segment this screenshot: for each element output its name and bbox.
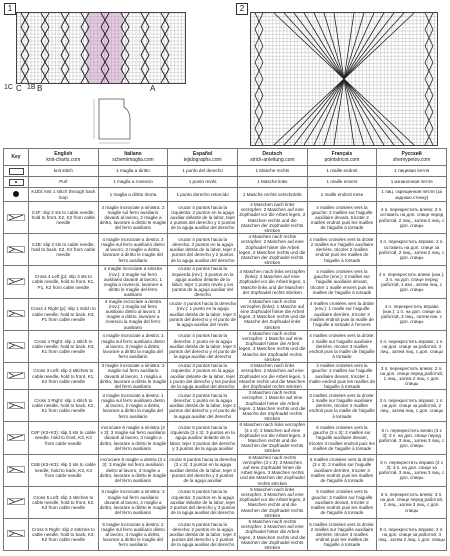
key-cell-english: Cross 3 Left: slip 2 stitches to cable needle, hold to front, K1, K2 from cable needle — [29, 363, 99, 390]
diamond-stroke — [334, 13, 344, 145]
key-cell-english: C4F: slip 2 sts to cable needle, hold to front, K2, K2 from cable needle — [29, 202, 99, 234]
key-cell-русский: 6 п. перекрестить влево (3 x 3): 3 п. на доп. спице перед работой, 3 лиц., затем 3 лиц. с доп. спицы — [377, 422, 447, 454]
purl-dot — [15, 181, 17, 183]
key-cell-italiano: 4 maglie incrociate a destra: 2 maglie sul ferro ausiliario dietro al lavoro, 2 maglie a diritto, lavorare a diritto le maglie del ferro ausiliario — [98, 234, 168, 266]
key-table-header — [4, 149, 447, 166]
key-symbol-cell — [4, 486, 29, 518]
header-language: Deutsch — [262, 151, 283, 157]
header-language: Français — [331, 151, 353, 157]
key-header-2 — [98, 149, 168, 166]
key-symbol-cell — [4, 422, 29, 454]
panel-number-1: 1 — [4, 3, 16, 15]
table-row — [4, 202, 447, 234]
key-cell-deutsch: 1 Masche links — [237, 177, 307, 188]
key-cell-deutsch: 5 Maschen nach rechts verzopfen: 2 Maschen auf eine Zopfnadel hinter die Arbeit legen, 3 Maschen rechts und die Maschen der Zopfnadel rechts stricken — [239, 518, 306, 550]
table-row — [4, 422, 447, 454]
cross-3-right-icon-glyph — [7, 402, 25, 409]
chart-label-c: C — [16, 84, 22, 93]
purl-icon — [9, 179, 24, 186]
key-cell-français: 1 maille endroit — [307, 166, 377, 177]
table-row — [4, 330, 447, 362]
cross-5-right-icon-glyph — [7, 530, 25, 537]
symbol-stroke — [9, 279, 14, 282]
key-header-5 — [307, 149, 377, 166]
key-cell-русский: 4 п. перекрестить вправо (изн.): 1 п. на доп. спице за работой, 3 лиц., затем изн. с доп. спицы — [377, 298, 447, 330]
key-cell-русский: 5 п. перекрестить влево: 3 п. на доп. спице перед работой, 2 лиц., затем 3 лиц. с доп. спицы — [377, 486, 447, 518]
key-cell-español: 1 punto revés — [168, 177, 238, 188]
c6f-icon — [7, 437, 25, 442]
cross-right-icon — [7, 345, 25, 350]
key-cell-italiano: 4 maglie incrociate a sinistra (rov.): 3 maglie sul ferro ausiliario davanti al lavoro, 1 maglia a rovescio, lavorare a diritto le maglie del ferro ausiliario — [98, 266, 168, 298]
cross-left-purl-icon-glyph — [7, 278, 25, 285]
header-language: English — [54, 151, 73, 157]
key-symbol-cell — [4, 518, 29, 550]
key-cell-english: Cross 5 Left: slip 3 stitches to cable needle, hold to front, K2, K3 from cable needle — [29, 486, 99, 518]
key-cell-english: knit stitch — [29, 166, 99, 177]
key-cell-français: 4 mailles croisées vers la droite: 2 mailles sur l'aiguille auxiliaire derrière, tricoter 2 mailles endroit puis les mailles de l'aiguille à torsade — [307, 234, 377, 266]
key-cell-english: C4B: slip 2 sts to cable needle, hold to back, K2, K2 from cable needle — [29, 234, 99, 266]
key-symbol-cell — [4, 234, 29, 266]
key-cell-français: 4 mailles croisées vers la gauche (env.): 3 mailles sur l'aiguille auxiliaire devant, tricoter 1 maille envers puis les mailles de l'aiguille à torsade — [307, 266, 377, 298]
table-row — [4, 234, 447, 266]
key-cell-français: 4 mailles croisées vers la gauche: 2 mailles sur l'aiguille auxiliaire devant, tricoter 2 mailles endroit puis les mailles de l'aiguille à torsade — [307, 202, 377, 234]
edge-cable-stroke — [425, 30, 433, 47]
chart-label-b: B — [37, 84, 43, 93]
cable-strokes — [255, 13, 433, 145]
chart-gridlines — [17, 13, 185, 83]
header-site[interactable]: knit-charts.com — [46, 157, 81, 163]
panel-number-2: 2 — [236, 3, 248, 15]
key-cell-italiano: incrociare 6 maglie a destra (3 x 3): 3 maglie sul ferro ausiliario dietro al lavoro, 3 maglie a diritto, lavorare a diritto le maglie del ferro ausiliario — [98, 454, 168, 486]
table-row — [4, 177, 447, 188]
key-cell-italiano: 3 maglie incrociate a destra: 1 maglia sul ferro ausiliario dietro al lavoro, 2 maglie a diritto, lavorare a diritto la maglia del ferro ausiliario — [98, 390, 168, 422]
edge-cable-stroke — [425, 63, 433, 80]
key-symbol-cell — [4, 266, 29, 298]
header-site[interactable]: tejidographs.com — [183, 157, 222, 163]
cross-3-left-icon — [7, 375, 25, 380]
key-header-1 — [29, 149, 99, 166]
key-cell-deutsch: 3 Maschen nach links verzopfen: 2 Maschen auf eine Zopfnadel vor die Arbeit legen, 1 Masche rechts und die Maschen der Zopfnadel rechts stricken — [239, 363, 306, 389]
key-cell-english: Cross 4 Left (p): slip 3 sts to cable needle, hold to front, K1, P1, K2 from cable needle — [29, 266, 99, 298]
key-symbol-cell — [4, 202, 29, 234]
key-header-4 — [237, 149, 307, 166]
key-cell-español: cruzar 4 puntos hacia la derecha (rev.): 1 punto en la aguja auxiliar detrás de la labor, tejer 3 puntos del derecho y el punto de la aguja auxiliar del revés — [168, 298, 238, 330]
key-cell-deutsch: 6 Maschen nach rechts verzopfen (3 x 3): 3 Maschen auf eine Zopfnadel hinter die Arbeit legen, 3 Maschen rechts und die Maschen der Zopfnadel rechts stricken — [237, 454, 307, 486]
table-row — [4, 454, 447, 486]
key-cell-español: cruzar 5 puntos hacia la izquierda: 3 puntos en la aguja auxiliar delante de la labor, tejer 2 puntos del derecho y 3 puntos de la aguja auxiliar del derecho — [168, 486, 238, 518]
key-cell-русский: 3 п. перекрестить влево: 2 п. на доп. спице перед работой, 1 лиц., затем 2 лиц. с доп. спицы — [377, 363, 447, 390]
symbol-stroke — [9, 470, 14, 473]
key-cell-русский: 4 п. перекрестить влево: 2 п. оставить на доп. спице перед работой, 2 лиц., затем 2 лиц. с доп. спицы — [377, 202, 447, 234]
key-cell-deutsch: 4 Maschen nach links verzopfen: 2 Maschen auf eine Zopfnadel vor die Arbeit legen, 2 Maschen rechts und die Maschen der Zopfnadel rechts stricken — [239, 202, 306, 234]
edge-cable-stroke — [425, 46, 433, 63]
symbol-stroke — [9, 314, 14, 317]
key-table-body — [4, 166, 447, 551]
key-cell-italiano: 4 maglie incrociate a destra (rov.): 1 maglia sul ferro ausiliario dietro al lavoro, 3 maglie a diritto, lavorare a rovescio la maglia del ferro ausiliario — [98, 298, 168, 330]
c6f-icon-glyph — [7, 434, 25, 441]
diamond-stroke — [344, 13, 364, 145]
key-cell-русский: 3 п. перекрестить вправо: 1 п. на доп. спице за работой, 2 лиц., затем лиц. с доп. спицы — [377, 390, 447, 422]
key-symbol-cell — [4, 188, 29, 202]
edge-cable-stroke — [425, 13, 433, 30]
key-symbol-cell — [4, 330, 29, 362]
symbol-stroke — [9, 346, 14, 349]
key-cell-français: 6 mailles croisées vers la gauche (3 x 3): 3 mailles sur l'aiguille auxiliaire devant, tricoter 3 mailles endroit puis les mailles de l'aiguille à torsade — [307, 422, 377, 454]
garment-schematic — [84, 93, 164, 148]
symbol-stroke — [9, 405, 14, 408]
key-cell-deutsch: 1 Masche rechts verschränkt — [237, 188, 307, 202]
c6b-icon-glyph — [7, 466, 25, 473]
key-cell-english: Cross 5 Right: slip 2 stitches to cable needle, hold to back, K3, K2 from cable needle — [29, 518, 99, 550]
key-cell-italiano: 1 maglia a diritto ritorta — [98, 188, 168, 202]
header-site[interactable]: shemypetov.com — [392, 157, 431, 163]
key-cell-english: Purl — [29, 177, 99, 188]
cable-right-icon — [7, 249, 25, 254]
cross-3-left-icon-glyph — [7, 372, 25, 379]
symbol-stroke — [9, 499, 14, 502]
table-row — [4, 166, 447, 177]
key-cell-français: 3 mailles croisées vers la gauche: 2 mailles sur l'aiguille auxiliaire devant, tricoter 1 maille endroit puis les mailles de l'aiguille à torsade — [308, 363, 376, 389]
table-row — [4, 363, 447, 390]
key-cell-deutsch: 4 Maschen nach rechts verzopfen: 2 Maschen auf eine Zopfnadel hinter die Arbeit legen, 2 Maschen rechts und die Maschen der Zopfnadel rechts stricken — [239, 234, 306, 266]
key-cell-deutsch: 1 Masche rechts — [237, 166, 307, 177]
header-language: Italiano — [124, 151, 142, 157]
chart-1-grid — [17, 13, 185, 83]
key-cell-français: 5 mailles croisées vers la gauche: 3 mailles sur l'aiguille auxiliaire devant, tricoter 2 mailles endroit puis les mailles de l'aiguille à torsade — [307, 486, 377, 518]
key-cell-français: 3 mailles croisées vers la droite: 1 maille sur l'aiguille auxiliaire derrière, tricoter 2 mailles endroit puis la maille de l'aiguille à torsade — [307, 390, 377, 422]
edge-cable-stroke — [425, 112, 433, 129]
stitch-key-table — [3, 148, 447, 551]
key-cell-deutsch: 3 Maschen nach rechts verzopfen: 1 Masche auf eine Zopfnadel hinter die Arbeit legen, 2 Maschen rechts und die Masche der Zopfnadel rechts stricken — [239, 390, 306, 422]
chart-2-grid — [251, 13, 437, 145]
key-symbol-cell — [4, 390, 29, 422]
key-cell-русский: 1 лиц. скрещенная петля (за заднюю стенку) — [377, 188, 447, 202]
knit-icon — [9, 168, 24, 175]
ktbl-icon — [13, 191, 19, 197]
cross-right-icon-glyph — [7, 342, 25, 349]
key-cell-español: 1 punto del derecho — [168, 166, 238, 177]
key-cell-italiano: 4 maglie incrociate a destra: 1 maglia sul ferro ausiliario dietro al lavoro, 3 maglie a diritto, lavorare a diritto la maglia del ferro ausiliario — [98, 330, 168, 362]
key-cell-español: cruzar 6 puntos hacia la izquierda (3 x 3): 3 puntos en la aguja auxiliar delante de la labor, tejer 3 puntos del derecho y 3 puntos de la aguja auxiliar — [168, 422, 238, 454]
key-cell-italiano: 1 maglia a rovescio — [98, 177, 168, 188]
key-header-3 — [168, 149, 238, 166]
key-cell-русский: 4 п. перекрестить вправо: 1 п. на доп. спице за работой, 3 лиц., затем лиц. с доп. спицы — [377, 330, 447, 362]
key-cell-русский: 4 п. перекрестить влево (изн.): 3 п. на доп. спице перед работой, 1 изн., затем лиц. с доп. спицы — [377, 266, 447, 298]
key-symbol-cell — [4, 166, 29, 177]
key-cell-italiano: 5 maglie incrociate a sinistra: 3 maglie sul ferro ausiliario davanti al lavoro, 2 maglie a diritto, lavorare a diritto le maglie del ferro ausiliario — [98, 486, 168, 518]
key-cell-english: Cross 4 Right (p): slip 1 stitch to cable needle, hold to back, K3, P1 from cable needle — [29, 298, 99, 330]
cable-right-icon-glyph — [7, 246, 25, 253]
key-cell-español: 1 punto derecho retorcido — [168, 188, 238, 202]
chart-side-label-1b: 1B — [27, 84, 36, 91]
cross-left-purl-icon — [7, 281, 25, 286]
key-cell-русский: 1 лицевая петля — [377, 166, 447, 177]
symbol-stroke — [9, 435, 14, 438]
key-cell-français: 4 mailles croisées vers la droite: 1 maille sur l'aiguille auxiliaire derrière, tricoter 3 mailles endroit puis la maille de l'aiguille à torsade — [307, 330, 377, 362]
key-cell-english: C6B (K3+K3): slip 3 sts to cable needle, hold to back, K3, K3 from cable needle — [29, 454, 99, 486]
key-symbol-cell — [4, 454, 29, 486]
header-site[interactable]: pointstricot.com — [324, 157, 360, 163]
cable-chart-2 — [250, 12, 438, 146]
key-cell-русский: 4 п. перекрестить вправо: 2 п. оставить на доп. спице за работой, 2 лиц., затем 2 лиц. с доп. спицы — [377, 234, 447, 266]
key-header-6 — [377, 149, 447, 166]
header-language: Русский — [401, 151, 422, 157]
diamond-stroke — [284, 13, 344, 145]
key-cell-français: 6 mailles croisées vers la droite (3 x 3): 3 mailles sur l'aiguille auxiliaire derrière, tricoter 3 mailles endroit puis les mailles de l'aiguille à torsade — [307, 454, 377, 486]
cross-3-right-icon — [7, 405, 25, 410]
key-cell-español: cruzar 5 puntos hacia la derecha: 2 puntos en la aguja auxiliar detrás de la labor, tejer 3 puntos del derecho y 2 puntos de la aguja auxiliar del derecho — [168, 518, 238, 550]
key-cell-español: cruzar 4 puntos hacia la derecha: 2 puntos en la aguja auxiliar detrás de la labor, tejer 2 puntos del derecho y 2 puntos de la aguja auxiliar del derecho — [168, 234, 238, 266]
chart-label-a: A — [150, 84, 156, 93]
key-cell-english: Cross 3 Right: slip 1 stitch to cable needle, hold to back, K2, K1 from cable needle — [29, 390, 99, 422]
key-symbol-cell — [4, 363, 29, 390]
cable-left-icon — [7, 217, 25, 222]
key-cell-español: cruzar 4 puntos hacia la izquierda (rev.): 3 puntos en la aguja auxiliar delante de la labor, tejer 1 punto revés y los puntos de la aguja auxiliar del derecho — [168, 266, 238, 298]
key-cell-français: 1 maille endroit torse — [307, 188, 377, 202]
key-symbol-cell — [4, 177, 29, 188]
header-language: Key — [11, 154, 21, 160]
c6b-icon — [7, 469, 25, 474]
cross-right-purl-icon — [7, 313, 25, 318]
symbol-stroke — [9, 249, 14, 252]
key-cell-italiano: 5 maglie incrociate a destra: 2 maglie sul ferro ausiliario dietro al lavoro, 3 maglie a diritto, lavorare a diritto le maglie del ferro ausiliario — [98, 518, 168, 550]
key-cell-english: C6F (K3+K3): slip 3 sts to cable needle, hold to front, K3, K3 from cable needle — [29, 422, 99, 454]
key-cell-italiano: incrociare 6 maglie a sinistra (3 x 3): 3 maglie sul ferro ausiliario davanti al lavoro, 3 maglie a diritto, lavorare a diritto le maglie del ferro ausiliario — [98, 422, 168, 454]
key-cell-deutsch: 4 Maschen nach rechts verzopfen: 1 Masche auf eine Zopfnadel hinter die Arbeit legen, 3 Maschen rechts und die Masche der Zopfnadel rechts stricken — [239, 330, 306, 362]
symbol-stroke — [9, 215, 14, 218]
key-cell-italiano: 1 maglia a diritto — [98, 166, 168, 177]
key-cell-deutsch: 6 Maschen nach links verzopfen (3 x 3): 3 Maschen auf eine Zopfnadel vor die Arbeit legen, 3 Maschen rechts und die Maschen der Zopfnadel rechts stricken — [239, 422, 306, 454]
table-row — [4, 188, 447, 202]
key-cell-français: 4 mailles croisées vers la droite (env.): 1 maille sur l'aiguille auxiliaire derrière, tricoter 3 mailles endroit puis la maille de l'aiguille à torsade à l'envers — [307, 298, 377, 330]
symbol-stroke — [9, 373, 14, 376]
key-cell-deutsch: 4 Maschen nach rechts verzopfen (links): 1 Masche auf eine Zopfnadel hinter die Arbeit legen, 3 Maschen rechts und die Masche der Zopfnadel links stricken — [239, 298, 306, 330]
key-cell-español: cruzar 4 puntos hacia la izquierda: 2 puntos en la aguja auxiliar delante de la labor, tejer 2 puntos del derecho y 2 puntos de la aguja auxiliar del derecho — [168, 202, 238, 234]
header-site[interactable]: schemimaglia.com — [112, 157, 154, 163]
key-cell-русский: 5 п. перекрестить вправо: 2 п. на доп. спице за работой, 3 лиц., затем 2 лиц. с доп. спицы — [377, 518, 447, 550]
key-cell-русский: 6 п. перекрестить вправо (3 x 3): 3 п. на доп. спице за работой, 3 лиц., затем 3 лиц. с доп. спицы — [377, 454, 447, 486]
symbol-stroke — [9, 534, 14, 537]
key-cell-italiano: 3 maglie incrociate a sinistra: 2 maglie sul ferro ausiliario davanti al lavoro, 1 maglia a diritto, lavorare a diritto le maglie del ferro ausiliario — [99, 363, 167, 389]
table-row — [4, 486, 447, 518]
key-cell-deutsch: 4 Maschen nach links verzopfen (links): 3 Maschen auf eine Zopfnadel vor die Arbeit legen, 1 Masche links und die Maschen der Zopfnadel rechts stricken — [237, 266, 307, 298]
key-header-0 — [4, 149, 29, 166]
key-cell-français: 1 maille envers — [307, 177, 377, 188]
key-cell-español: cruzar 4 puntos hacia la derecha: 1 punto en la aguja auxiliar detrás de la labor, tejer 3 puntos del derecho y el punto de la aguja auxiliar del derecho — [168, 330, 238, 362]
header-language: Español — [192, 151, 213, 157]
key-symbol-cell — [4, 298, 29, 330]
key-cell-español: cruzar 3 puntos hacia la derecha: 1 punto en la aguja auxiliar detrás de la labor, tejer 2 puntos del derecho y el punto de la aguja auxiliar del derecho — [168, 390, 238, 422]
diamond-stroke — [304, 13, 344, 145]
table-row — [4, 518, 447, 550]
table-row — [4, 298, 447, 330]
key-cell-français: 5 mailles croisées vers la droite: 2 mailles sur l'aiguille auxiliaire derrière, tricoter 3 mailles endroit puis les mailles de l'aiguille à torsade — [307, 518, 377, 550]
diamond-stroke — [344, 13, 384, 145]
cross-5-left-icon-glyph — [7, 498, 25, 505]
key-cell-español: cruzar 3 puntos hacia la izquierda: 2 puntos en la aguja auxiliar delante de la labor, tejer 1 punto del derecho y los puntos de la aguja auxiliar del derecho — [169, 363, 236, 389]
key-cell-español: cruzar 6 puntos hacia la derecha (3 x 3): 3 puntos en la aguja auxiliar detrás de la labor, tejer 3 puntos del derecho y 3 puntos de la aguja auxiliar — [168, 454, 238, 486]
chart-side-label-1c: 1C — [4, 84, 13, 91]
table-row — [4, 390, 447, 422]
key-cell-english: Cross 4 Right: slip 1 stitch to cable needle, hold to back, K3, K1 from cable needle — [29, 330, 99, 362]
key-cell-deutsch: 5 Maschen nach links verzopfen: 3 Maschen auf eine Zopfnadel vor die Arbeit legen, 2 Maschen rechts und die Maschen der Zopfnadel rechts stricken — [239, 486, 306, 518]
cable-chart-1 — [16, 12, 186, 84]
cross-right-purl-icon-glyph — [7, 310, 25, 317]
cable-left-icon-glyph — [7, 214, 25, 221]
edge-cable-stroke — [425, 96, 433, 113]
key-cell-english: K1tbl: knit 1 stitch through back loop — [29, 188, 99, 202]
header-site[interactable]: strick-anleitung.com — [250, 157, 295, 163]
diamond-stroke — [314, 13, 344, 145]
cross-5-left-icon — [7, 501, 25, 506]
diamond-stroke — [344, 13, 354, 145]
cross-5-right-icon — [7, 533, 25, 538]
key-cell-italiano: 4 maglie incrociate a sinistra: 2 maglie sul ferro ausiliario davanti al lavoro, 2 maglie a diritto, lavorare a diritto le maglie del ferro ausiliario — [98, 202, 168, 234]
table-row — [4, 266, 447, 298]
key-cell-русский: 1 изнаночная петля — [377, 177, 447, 188]
